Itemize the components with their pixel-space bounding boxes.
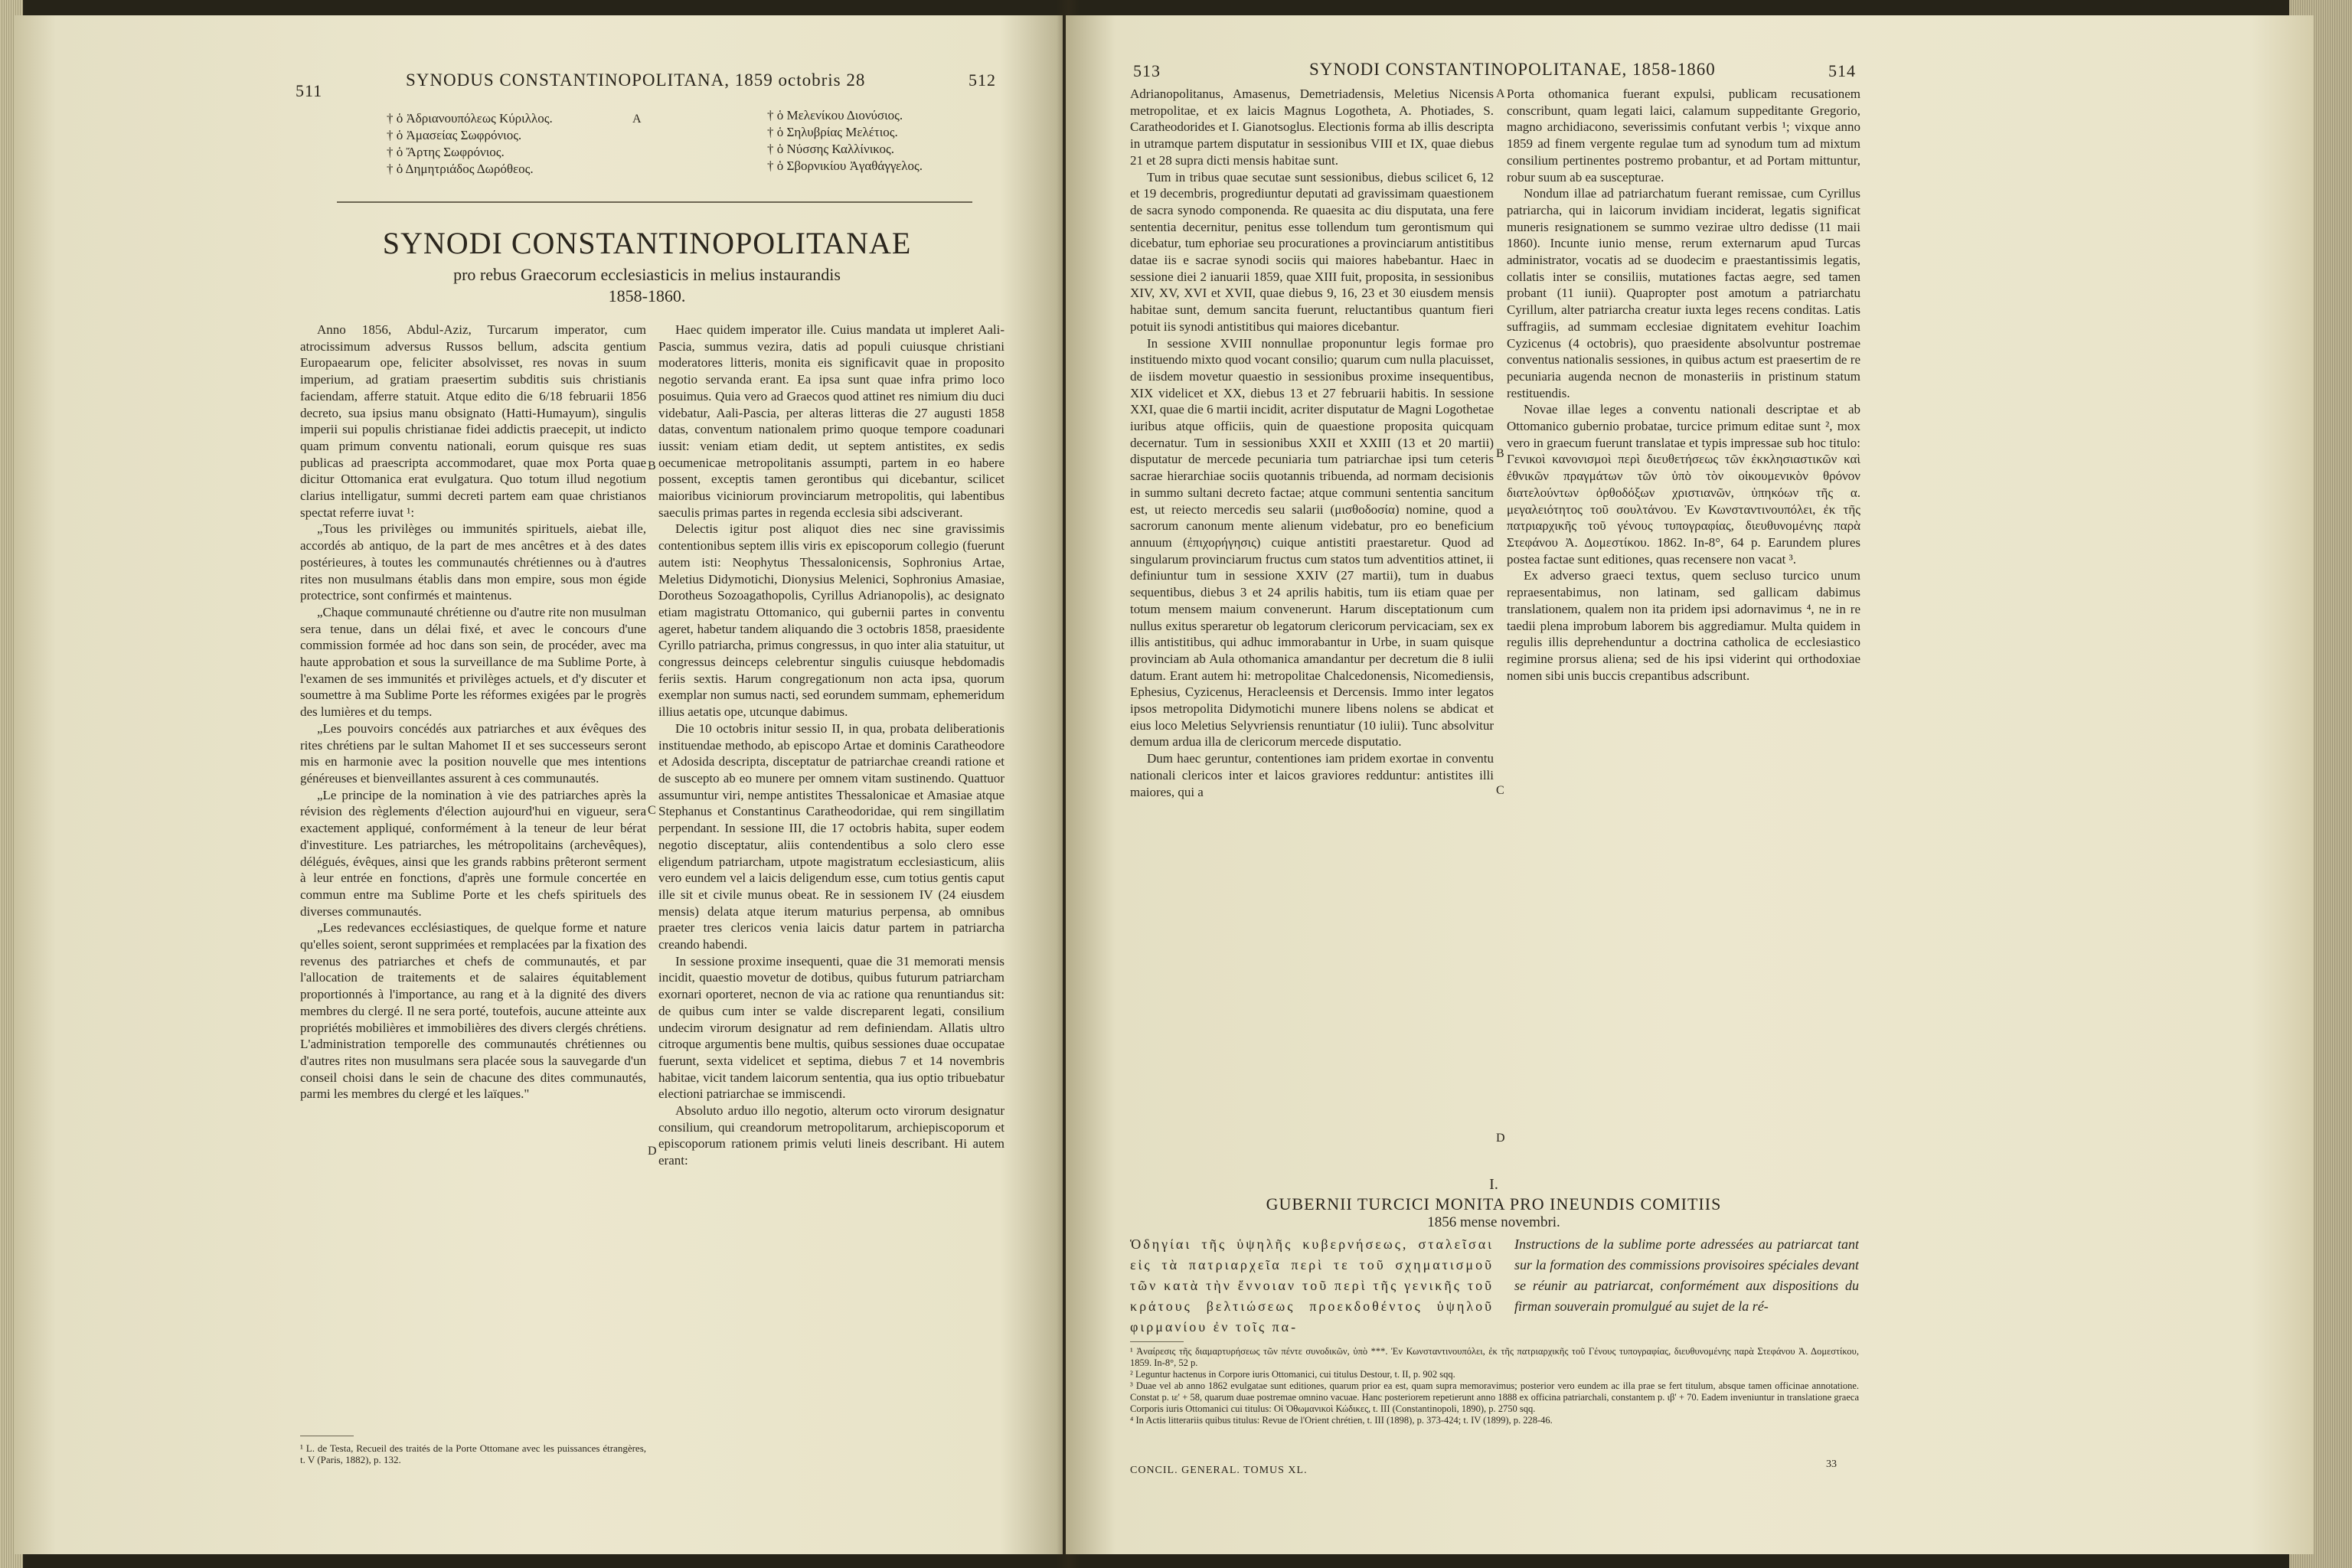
margin-letter-a: A — [1496, 87, 1505, 100]
signature-line: † ὁ Σηλυβρίας Μελέτιος. — [767, 125, 898, 139]
signature-line: † ὁ Ἀδριανουπόλεως Κύριλλος. — [387, 111, 553, 126]
paragraph: Haec quidem imperator ille. Cuius mandata ut impleret Aali-Pascia, summus vezira, datis ad populi cuiusque christiani moderatores litteris, monita eis significavit quae in proposito negotio servanda erant. Ea ipsa sunt quae infra primo loco posuimus. Quia vero ad Graecos quod attinet res nimium diu duci videbatur, Aali-Pascia, per alteras litteras die 27 augusti 1858 datas, conventum nationalem primo quoque tempore coadunari iussit: veniam etiam dedit, ut septem antistites, ex sedis oecumenicae metropolitanis assumpti, partem in eo habere possent, exceptis tamen gerontibus qui dicebantur, scilicet maioribus viciniorum provinciarum metropolitis, qui labentibus saeculis primas partes in regenda ecclesia sibi adsciverant. — [658, 322, 1004, 520]
paragraph: Anno 1856, Abdul-Aziz, Turcarum imperator, cum atrocissimum adversus Russos bellum, adscita gentium Europaearum ope, feliciter absolvisset, res novas in suum imperium, ad gratiam praesertim subditis suis christianis faciendam, afferre statuit. Atque edito die 6/18 februarii 1856 decreto, sua ipsius manu obsignato (Hatti-Humayum), singulis imperii sui populis christianae fidei addictis praecepit, ut indicto quam primum conventu nationali, eorum quisque res suas publicas ad praescripta accommodaret, quae mox Porta quae dicitur Ottomanica erat evulgatura. Quo totum illud negotium clarius intelligatur, summi decreti partem eam quae christianos spectat referre iuvat ¹: — [300, 322, 646, 520]
signature-line: † ὁ Μελενίκου Διονύσιος. — [767, 108, 903, 122]
paragraph: „Les redevances ecclésiastiques, de quelque forme et nature qu'elles soient, seront supprimées et remplacées par la fixation des revenus des patriarches et chefs de communautés, et par l'allocation de traitements et de salaires équitablement proportionnés à l'importance, au rang et à la dignité des divers membres du clergé. Il ne sera porté, toutefois, aucune atteinte aux propriétés mobilières et immobilières des divers clergés chrétiens. L'administration temporelle des communautés chrétiennes ou d'autres rites non musulmans sera placée sous la sauvegarde d'un conseil choisi dans le sein de chacune des dites communautés, parmi les membres du clergé et les laïques." — [300, 920, 646, 1102]
margin-letter-c: C — [648, 804, 656, 817]
footnote: ² Leguntur hactenus in Corpore iuris Ottomanici, cui titulus Destour, t. II, p. 902 sqq. — [1130, 1369, 1455, 1380]
footnote: ³ Duae vel ab anno 1862 evulgatae sunt editiones, quarum prior ea est, quam supra memoravimus; posterior vero eundem ac illa prae se fert titulum, absque tamen officinae annotatione. Constat p. ιε' + 58, quarum duae postremae omnino vacuae. Hanc posteriorem repetierunt anno 1888 ex officina patriarchali, constantem p. ιβ' + 70. Eadem inveniuntur in translatione graeca Corporis iuris Ottomanici cui titulus: Οἱ Ὀθωμανικοὶ Κώδικες, t. III (Constantinopoli, 1890), p. 2750 sqq. — [1130, 1380, 1859, 1414]
signatures-right-column — [767, 107, 923, 175]
signature-line: † ὁ Δημητριάδος Δωρόθεος. — [387, 162, 534, 176]
paragraph: Tum in tribus quae secutae sunt sessionibus, diebus scilicet 6, 12 et 19 decembris, progrediuntur deputati ad gravissimam quaestionem de sacra synodo componenda. Re quaesita ac diu disputata, una fere sententia decernitur, penitus esse tollendum tum gerontismum qui dicebatur, tum ephoriae seu procurationes a provinciarum antistitibus datae iis e sacrae synodi sociis qui maiores habebantur. Haec in sessione diei 2 ianuarii 1859, quae XIII fuit, proposita, in sessionibus XIV, XV, XVI et XVII, quae diebus 9, 16, 23 et 30 eiusdem mensis habitae sunt, demum sancita fuerunt, reluctantibus quantum fieri potuit iis synodi antistitibus qui maiores dicebantur. — [1130, 169, 1494, 334]
paragraph: Delectis igitur post aliquot dies nec sine gravissimis contentionibus septem illis viris ex episcoporum collegio (fuerunt autem isti: Neophytus Thessalonicensis, Sophronius Artae, Meletius Didymotichi, Dionysius Melenici, Sophronius Amasiae, Dorotheus Sozoagathopolis, Cyrillus Adrianopolis), ac designato etiam magistratu Ottomanico, qui gubernii partes in conventu ageret, habetur tandem aliquando die 3 octobris 1858, praesidente Cyrillo patriarcha, primus congressus, in quo inter alia statuitur, ut congressus deinceps celebrentur singulis cuiusque hebdomadis feriis sextis. Harum congregationum non acta ipsa, quorum exemplar non sumus nacti, sed eorundem summam, ephemeridum illius aetatis ope, utcunque dabimus. — [658, 521, 1004, 720]
signature-line: † ὁ Σβορνικίου Ἀγαθάγγελος. — [767, 158, 923, 173]
paragraph: Porta othomanica fuerant expulsi, publicam recusationem conscribunt, quam legati laici, calamum suppeditante Gregorio, magno archidiacono, severissimis confutant verbis ¹; vixque anno 1859 ad finem vergente regulae tum ad synodum tum ad mixtum consilium pertinentes postremo probantur, et ad Portam mittuntur, robur suum ab ea suscepturae. — [1507, 87, 1860, 185]
left-running-head: SYNODUS CONSTANTINOPOLITANA, 1859 octobris 28 — [406, 70, 866, 90]
paragraph: Dum haec geruntur, contentiones iam pridem exortae in conventu nationali clericos inter et laicos graviores redduntur: antistites illi maiores, qui a — [1130, 751, 1494, 799]
section-rule — [337, 201, 972, 203]
signature-number: 33 — [1826, 1459, 1837, 1470]
paragraph: Nondum illae ad patriarchatum fuerant remissae, cum Cyrillus patriarcha, qui in laicorum invidiam inciderat, legatis significat muneris resignationem se summo vezirae ultro dedisse (11 maii 1860). Incunte iunio mense, rerum externarum apud Turcas administrator, vocatis ad se duodecim e praestantissimis legatis, collatis inter se consiliis, mutationes factas aegre, sed tamen probant (11 iunii). Quapropter post amotum a patriarchatu Cyrillum, alter patriarcha creatur iuxta leges recens conditas. Latis suffragiis, ad summam ecclesiae dignitatem evehitur Ioachim Cyzicenus (4 octobris), quo praesidente absolvuntur postremae conventus nationalis sessiones, in quibus actum est praesertim de re pecuniaria augenda necnon de monasteriis in pristinum statum restituendis. — [1507, 186, 1860, 400]
paragraph: In sessione XVIII nonnullae proponuntur legis formae pro instituendo mixto quod vocant consilio; quarum cum nulla placuisset, de iisdem movetur quaestio in sessionibus proxime insequentibus, XIX videlicet et XX, diebus 13 et 27 februarii habitis. In sessione XXI, quae die 6 martii incidit, acriter disputatur de Magni Logothetae iuribus atque officiis, quin de quaestione proposita quicquam decernatur. Tum in sessionibus XXII et XXIII (13 et 20 martii) disputatur de mercede pecuniaria tum patriarchae ipsi tum ceteris sacrae hierarchiae sociis quotannis tribuenda, ad normam decisionis in summo sultani decreto factae; atque communi sententia sancitum est, ut reiecto mercedis seu salarii (μισθοδοσία) nomine, quod a sacrorum canonum mente alienum videbatur, pro eo beneficium annuum (ἐπιχορήγησις) cuique antistiti praestaretur. Quod ad singularum provinciarum fructus cum statos tum adventitios attinet, ii definiuntur tum in sessione XXIV (27 martii), tum in duabus sequentibus, diebus 3 et 24 aprilis habitis, tum iis etiam quae per totum mensem maium convenerunt. Harum disceptationum cum nullus exitus speraretur ob legatorum clericorum pervicaciam, sex ex illis antistitibus, qui adhuc immorabantur in Urbe, in suam quisque provinciam ab Aula othomanica amandantur per decretum die 8 iulii datum. Erant autem hi: metropolitae Chalcedonensis, Nicomediensis, Ephesius, Cyzicenus, Heracleensis et Dercensis. Immo inter legatos ipsos metropolita Didymotichi munere libens nolens se abdicat et eius loco Meletius Selyvriensis renuntiatur (10 iulii). Tunc absolvitur demum ardua illa de clericorum mercede disputatio. — [1130, 335, 1494, 750]
section-title: SYNODI CONSTANTINOPOLITANAE — [382, 226, 912, 260]
margin-letter-a: A — [632, 113, 642, 126]
greek-text-column: Ὁδηγίαι τῆς ὑψηλῆς κυβερνήσεως, σταλεῖσαι εἰς τὰ πατριαρχεῖα περὶ τε τοῦ σχηματισμοῦ τῶν κατὰ τὴν ἔννοιαν τοῦ περὶ τῆς γενικῆς τοῦ κράτους βελτιώσεως προεκδοθέντος ὑψηλοῦ φιρμανίου ἐν τοῖς πα- — [1130, 1236, 1494, 1334]
footnote-rule — [1130, 1341, 1184, 1342]
footnote: ¹ Ἀναίρεσις τῆς διαμαρτυρήσεως τῶν πέντε συνοδικῶν, ὑπὸ ***. Ἐν Κωνσταντινουπόλει, ἐκ τῆς πατριαρχικῆς τοῦ Γένους τυπογραφίας, διευθυνομένης παρὰ Στεφάνου Ἀ. Δομεστίκου, 1859. In-8°, 52 p. — [1130, 1346, 1859, 1368]
right-footnotes — [1130, 1346, 1859, 1461]
french-text-column: Instructions de la sublime porte adressées au patriarcat tant sur la formation des commissions provisoires spéciales devant se réunir au patriarcat, conformément aux dispositions du firman souverain promulgué au sujet de la ré- — [1514, 1236, 1859, 1314]
left-page-number-a: 511 — [296, 81, 323, 100]
document-date: 1856 mense novembri. — [1427, 1214, 1560, 1230]
paragraph: „Chaque communauté chrétienne ou d'autre rite non musulman sera tenue, dans un délai fixé, et avec le concours d'une commission formée ad hoc dans son sein, de procéder, avec ma haute approbation et sous la surveillance de ma Sublime Porte, à l'examen de ses immunités et privilèges actuels, et d'y discuter et soumettre à ma Sublime Porte les réformes exigées par le progrès des lumières et du temps. — [300, 604, 646, 720]
paragraph: Ex adverso graeci textus, quem secluso turcico unum repraesentabimus, non latinam, sed gallicam dabimus translationem, qualem non ita pridem ipsi adornavimus ⁴, ne in re taedii plena improbum laborem bis aggrediamur. Multa quidem in regulis illis deprehenduntur a doctrina catholica de ecclesiastico regimine prorsus aliena; sed de his ipsi viderint qui orthodoxiae nomen sibi unis buccis crepantibus adscribunt. — [1507, 568, 1860, 683]
paragraph: Novae illae leges a conventu nationali descriptae et ab Ottomanico gubernio probatae, turcice primum editae sunt ², mox vero in graecum fuerunt translatae et typis impressae sub hoc titulo: Γενικοὶ κανονισμοὶ περὶ διευθετήσεως τῶν ἐκκλησιαστικῶν καὶ ἐθνικῶν πραγμάτων τῶν ὑπὸ τὸν οἰκουμενικὸν θρόνον διατελούντων ὀρθοδόξων χριστιανῶν, ὑπηκόων τῆς α. μεγαλειότητος τοῦ σουλτάνου. Ἐν Κωνσταντινουπόλει, ἐκ τῆς πατριαρχικῆς τοῦ γένους τυπογραφίας, διευθυνομένης παρὰ Στεφάνου Ἀ. Δομεστίκου. 1862. In-8°, 64 p. Earundem plures postea factae sunt editiones, quas recensere non vacat ³. — [1507, 402, 1860, 567]
margin-letter-b: B — [1496, 447, 1504, 460]
right-page-number-b: 514 — [1828, 61, 1856, 80]
paragraph: „Le principe de la nomination à vie des patriarches après la révision des règlements d'élection aujourd'hui en vigueur, sera exactement appliqué, conformément à la teneur de leur bérat d'investiture. Les patriarches, les métropolitains (archevêques), délégués, évêques, ainsi que les grands rabbins prêteront serment à leur entrée en fonctions, d'après une formule concertée en commun entre ma Sublime Porte et les chefs spirituels des diverses communautés. — [300, 787, 646, 919]
right-page-column-1 — [1130, 86, 1494, 1155]
left-page-column-1 — [300, 322, 646, 1275]
paragraph: Absoluto arduo illo negotio, alterum octo virorum designatur consilium, qui creandorum metropolitarum, archiepiscoporum et episcoporum rationem primis veluti lineis describant. Hi autem erant: — [658, 1103, 1004, 1168]
section-dates: 1858-1860. — [608, 286, 686, 305]
paragraph: Die 10 octobris initur sessio II, in qua, probata deliberationis instituendae methodo, ab episcopo Artae et dominis Caratheodore et Adosida descripta, disceptatur de patriarchae creandi ratione et de suscepto ab eo munere per omnem vitam sustinendo. Quattuor assumuntur viri, nempe antistites Thessalonicae et Amasiae atque Stephanus et Constantinus Caratheodoridae, qui rem singillatim perpendant. In sessione III, die 17 octobris habita, super eodem negotio disceptatur, aliis contendentibus a solo clero esse eligendum patriarcham, utpote magistratum ecclesiasticum, aliis vero eundem vel a laicis deligendum esse, cum totius gentis caput ille sit et civile munus obeat. Re in sessionem IV (24 eiusdem mensis) delata atque iterum maturius perpensa, ab omnibus praeter tres clericos venia laicis datur partem in patriarcha creando habendi. — [658, 720, 1004, 952]
paragraph: Adrianopolitanus, Amasenus, Demetriadensis, Meletius Nicensis metropolitae, et ex laicis Magnus Logotheta, A. Photiades, S. Caratheodorides et I. Gianotsoglus. Electionis forma ab illis descripta in utramque partem disputatur in sessionibus VIII et IX, quae diebus 21 et 28 supra dicti mensis habitae sunt. — [1130, 87, 1494, 168]
signature-line: † ὁ Νύσσης Καλλίνικος. — [767, 142, 894, 156]
signature-line: † ὁ Ἄρτης Σωφρόνιος. — [387, 145, 505, 159]
document-number: I. — [1489, 1176, 1498, 1193]
section-subtitle: pro rebus Graecorum ecclesiasticis in melius instaurandis — [453, 265, 841, 284]
document-title: GUBERNII TURCICI MONITA PRO INEUNDIS COMITIIS — [1266, 1194, 1722, 1214]
right-page-number-a: 513 — [1133, 61, 1161, 80]
margin-letter-d: D — [1496, 1132, 1505, 1145]
right-page-column-2 — [1507, 86, 1860, 1155]
margin-letter-c: C — [1496, 784, 1504, 797]
margin-letter-d: D — [648, 1145, 657, 1158]
right-running-head: SYNODI CONSTANTINOPOLITANAE, 1858-1860 — [1309, 60, 1716, 79]
paragraph: „Les pouvoirs concédés aux patriarches et aux évêques des rites chrétiens par le sultan Mahomet II et ses successeurs seront mis en harmonie avec la position nouvelle que mes intentions généreuses et bienveillantes assurent à ces communautés. — [300, 720, 646, 786]
paragraph: In sessione proxime insequenti, quae die 31 memorati mensis incidit, quaestio movetur de dotibus, quibus futurum patriarcham exornari oporteret, necnon de via ac ratione qua renuntiandus sit: de quibus cum inter se valde discreparent legati, consilium undecim virorum designatur ad rem definiendam. Allatis ultro citroque argumentis bene multis, quibus sessiones duae occupatae fuerunt, sexta videlicet et septima, diebus 7 et 14 novembris habitae, vicit tandem laicorum sententia, qua ius optio tribuebatur electioni patriarchae se immiscendi. — [658, 953, 1004, 1102]
signature-line: † ὁ Ἀμασείας Σωφρόνιος. — [387, 128, 522, 142]
left-footnote: ¹ L. de Testa, Recueil des traités de la Porte Ottomane avec les puissances étrangères, t. V (Paris, 1882), p. 132. — [300, 1442, 646, 1465]
footnote: ⁴ In Actis litterariis quibus titulus: Revue de l'Orient chrétien, t. III (1898), p. 373-424; t. IV (1899), p. 228-46. — [1130, 1415, 1553, 1426]
signature-line-footer: CONCIL. GENERAL. TOMUS XL. — [1130, 1465, 1308, 1476]
paragraph: „Tous les privilèges ou immunités spirituels, aiebat ille, accordés ab antiquo, de la part de mes ancêtres et à des dates postérieures, à toutes les communautés chrétiennes ou à d'autres rites non musulmans établis dans mon empire, sous mon égide protectrice, sont confirmés et maintenus. — [300, 521, 646, 603]
signatures-left-column — [387, 110, 553, 178]
left-page-number-b: 512 — [969, 70, 996, 90]
margin-letter-b: B — [648, 459, 656, 472]
left-page-column-2 — [658, 322, 1004, 1478]
